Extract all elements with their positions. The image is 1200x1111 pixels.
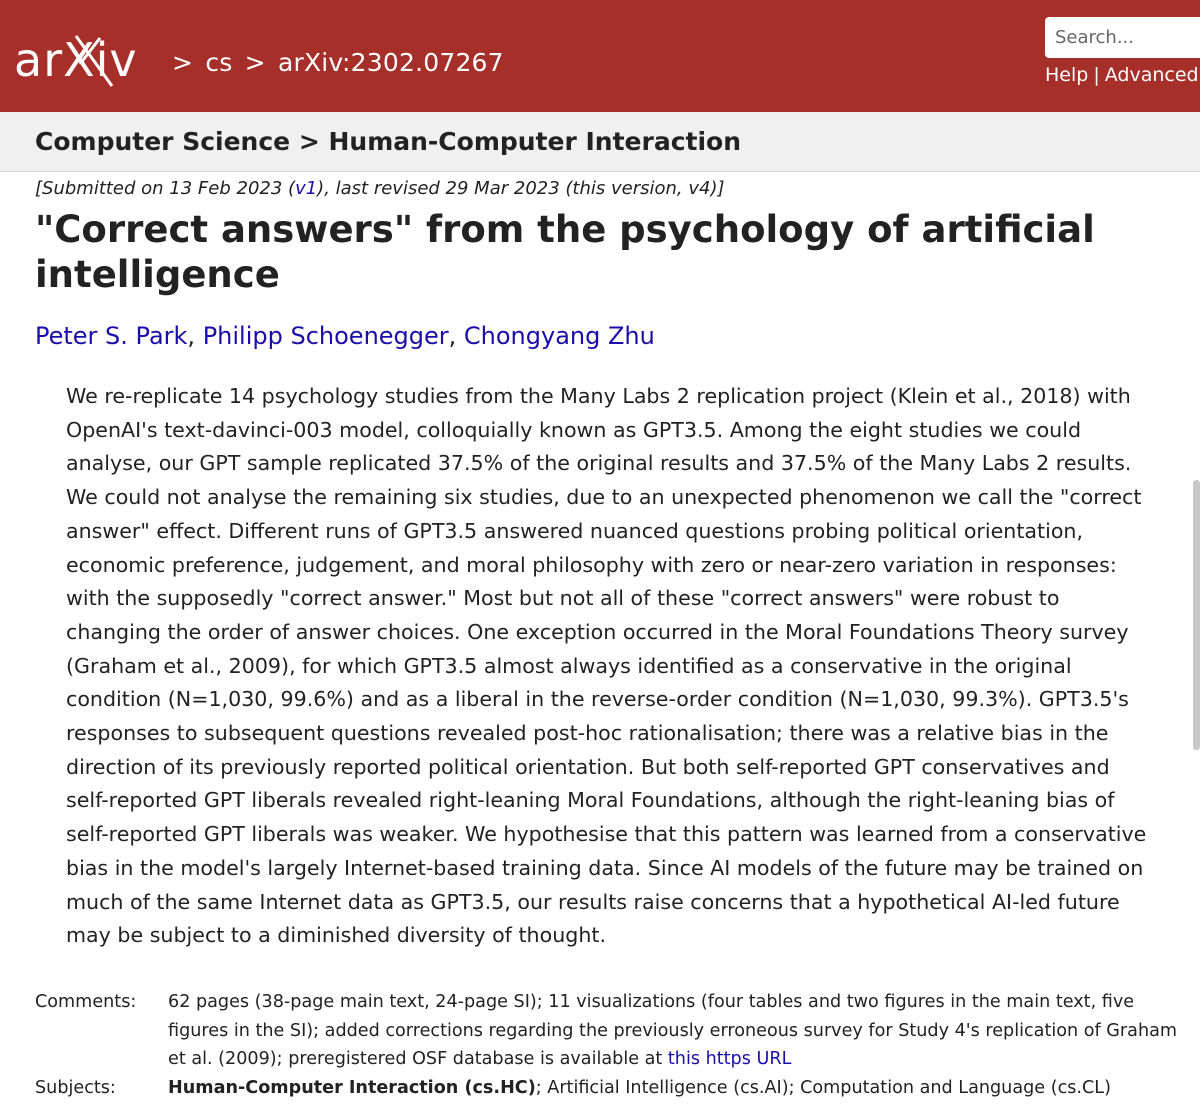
comments-value [168,988,1185,1074]
breadcrumb-sep: > [172,48,194,77]
primary-subject: Human-Computer Interaction (cs.HC) [168,1077,536,1098]
breadcrumb-sep: > [244,48,266,77]
version-v1-link[interactable]: v1 [295,178,318,199]
abstract: We re-replicate 14 psychology studies from the Many Labs 2 replication project (Klein et al., 2018) with OpenAI's text-davinci-003 model, colloquially known as GPT3.5. Among the eight studies we could analyse, our GPT sample replicated 37.5% of the original results and 37.5% of the Many Labs 2 results. We could not analyse the remaining six studies, due to an unexpected phenomenon we call the "correct answer" effect. Different runs of GPT3.5 answered nuanced questions probing political orientation, economic preference, judgement, and moral philosophy with zero or near-zero variation in responses: with the supposedly "correct answer." Most but not all of these "correct answers" were robust to changing the order of answer choices. One exception occurred in the Moral Foundations Theory survey (Graham et al., 2009), for which GPT3.5 almost always identified as a conservative in the original condition (N=1,030, 99.6%) and as a liberal in the reverse-order condition (N=1,030, 99.3%). GPT3.5's responses to subsequent questions revealed post-hoc rationalisation; there was a relative bias in the direction of its previously reported political orientation. But both self-reported GPT conservatives and self-reported GPT liberals revealed right-leaning Moral Foundations, although the right-leaning bias of self-reported GPT liberals was weaker. We hypothesise that this pattern was learned from a conservative bias in the model's largely Internet-based training data. Since AI models of the future may be trained on much of the same Internet data as GPT3.5, our results raise concerns that a hypothetical AI-led future may be subject to a diminished diversity of thought. [66,384,1147,948]
submission-dateline [35,178,725,199]
site-header [0,0,1200,112]
dateline-prefix: [Submitted on 13 Feb 2023 ( [35,178,296,199]
help-link[interactable]: Help [1045,64,1089,86]
category-heading: Computer Science > Human-Computer Interaction [35,127,742,156]
search-input[interactable] [1045,17,1200,58]
link-separator: | [1093,64,1100,86]
svg-text:arXiv: arXiv [14,33,138,87]
other-subjects: ; Artificial Intelligence (cs.AI); Computation and Language (cs.CL) [535,1077,1111,1098]
breadcrumb-section-cs[interactable]: cs [205,48,233,77]
subjects-value [168,1074,1185,1103]
scrollbar-thumb[interactable] [1193,480,1200,750]
metadata-table [35,988,1185,1102]
author-link[interactable]: Peter S. Park [35,322,188,350]
subjects-label: Subjects: [35,1077,116,1098]
author-list [35,322,655,350]
osf-url-link[interactable]: this https URL [667,1049,792,1069]
author-sep: , [448,322,464,350]
subjects-row [35,1074,1185,1103]
dateline-suffix: ), last revised 29 Mar 2023 (this version, v4)] [317,178,725,199]
breadcrumb [170,48,506,77]
author-link[interactable]: Chongyang Zhu [463,322,655,350]
comments-text: 62 pages (38-page main text, 24-page SI); 11 visualizations (four tables and two figures in the main text, five figures in the SI); added corrections regarding the previously erroneous survey for Study 4's replication of Graham et al. (2009); preregistered OSF database is available at [168,992,1178,1069]
breadcrumb-paper-id: arXiv:2302.07267 [277,48,504,77]
arxiv-logo[interactable] [14,30,164,90]
author-link[interactable]: Philipp Schoenegger [202,322,449,350]
advanced-search-link[interactable]: Advanced [1104,64,1199,86]
paper-title: "Correct answers" from the psychology of artificial intelligence [35,208,1095,296]
comments-row [35,988,1185,1074]
author-sep: , [187,322,203,350]
comments-label: Comments: [35,992,137,1012]
help-links [1045,64,1199,86]
